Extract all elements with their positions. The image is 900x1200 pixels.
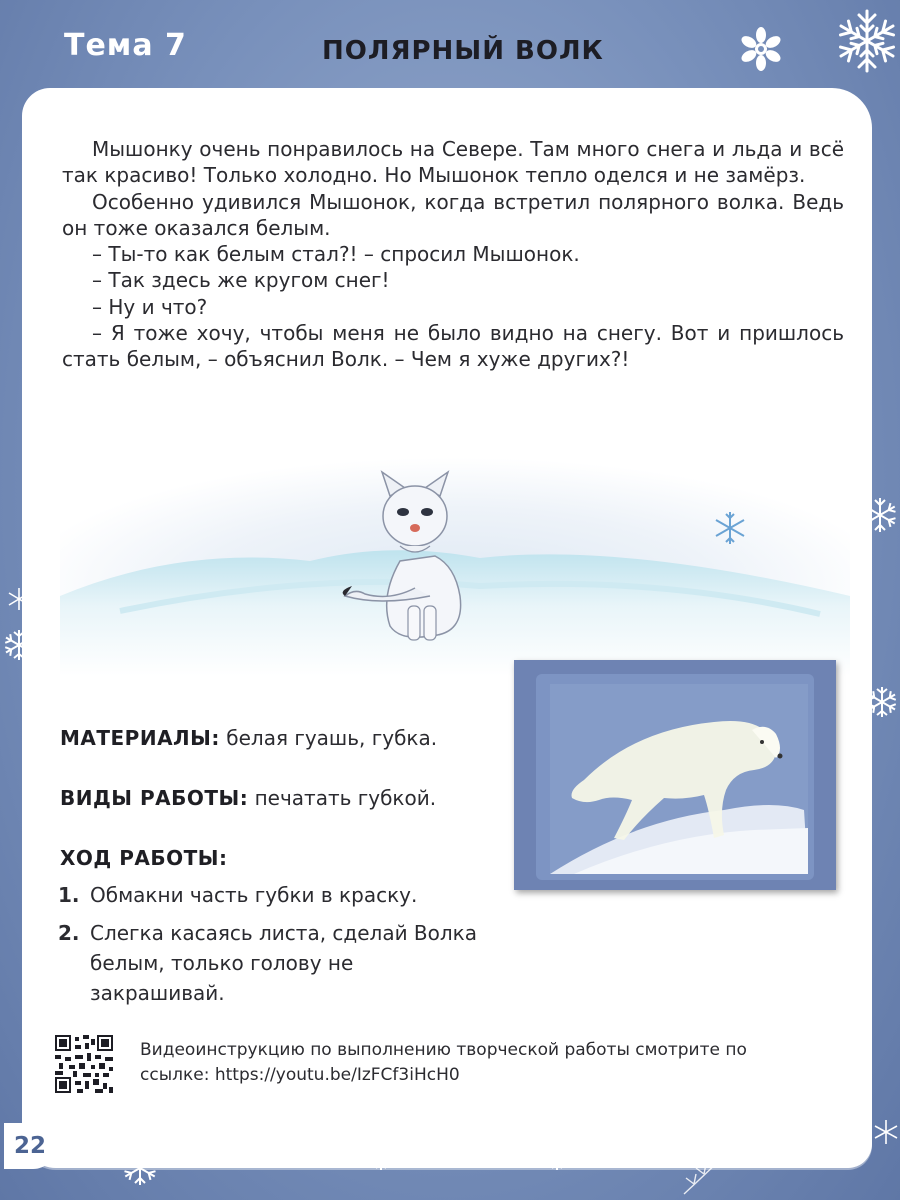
topic-number: Тема 7 [64, 28, 187, 63]
procedure-heading [60, 846, 227, 870]
step-text: Слегка касаясь листа, сделай Волка белым, только голову не закрашивай. [90, 921, 478, 1005]
step-text: Обмакни часть губки в краску. [90, 883, 418, 907]
work-types-value: печатать губкой. [254, 786, 437, 810]
procedure-step [58, 918, 488, 1008]
wolf-illustration [60, 446, 850, 676]
snowflake-icon [872, 1118, 900, 1146]
work-types-row [60, 786, 436, 810]
materials-value: белая гуашь, губка. [226, 726, 438, 750]
story-paragraph: – Ну и что? [92, 294, 208, 319]
story-paragraph: Мышонку очень понравилось на Севере. Там много снега и льда и всё так красиво! Только холодно. Но Мышонок тепло оделся и не замёрз. [62, 137, 844, 188]
story-paragraph: – Ты-то как белым стал?! – спросил Мышонок. [92, 242, 580, 267]
page-title: ПОЛЯРНЫЙ ВОЛК [322, 36, 604, 66]
procedure-title: ХОД РАБОТЫ: [60, 846, 228, 870]
story-text [62, 136, 844, 373]
sample-artwork-photo [514, 660, 836, 890]
story-paragraph: – Я тоже хочу, чтобы меня не было видно на снегу. Вот и пришлось стать белым, – объяснил Волк. – Чем я хуже других?! [62, 321, 844, 372]
work-types-label: ВИДЫ РАБОТЫ: [60, 786, 249, 810]
materials-row [60, 726, 437, 750]
page-number: 22 [4, 1123, 56, 1169]
step-number: 1. [58, 883, 80, 907]
video-instruction-text: Видеоинструкцию по выполнению творческой работы смотрите по ссылке: https://youtu.be/IzFCf3iHcH0 [140, 1040, 747, 1085]
step-number: 2. [58, 921, 80, 945]
procedure-step [58, 880, 488, 910]
snowflake-icon [738, 26, 784, 72]
qr-code-icon[interactable] [55, 1035, 113, 1093]
materials-label: МАТЕРИАЛЫ: [60, 726, 220, 750]
story-paragraph: Особенно удивился Мышонок, когда встретил полярного волка. Ведь он тоже оказался белым. [62, 189, 844, 240]
snowflake-icon [832, 6, 900, 76]
story-paragraph: – Так здесь же кругом снег! [92, 268, 390, 293]
